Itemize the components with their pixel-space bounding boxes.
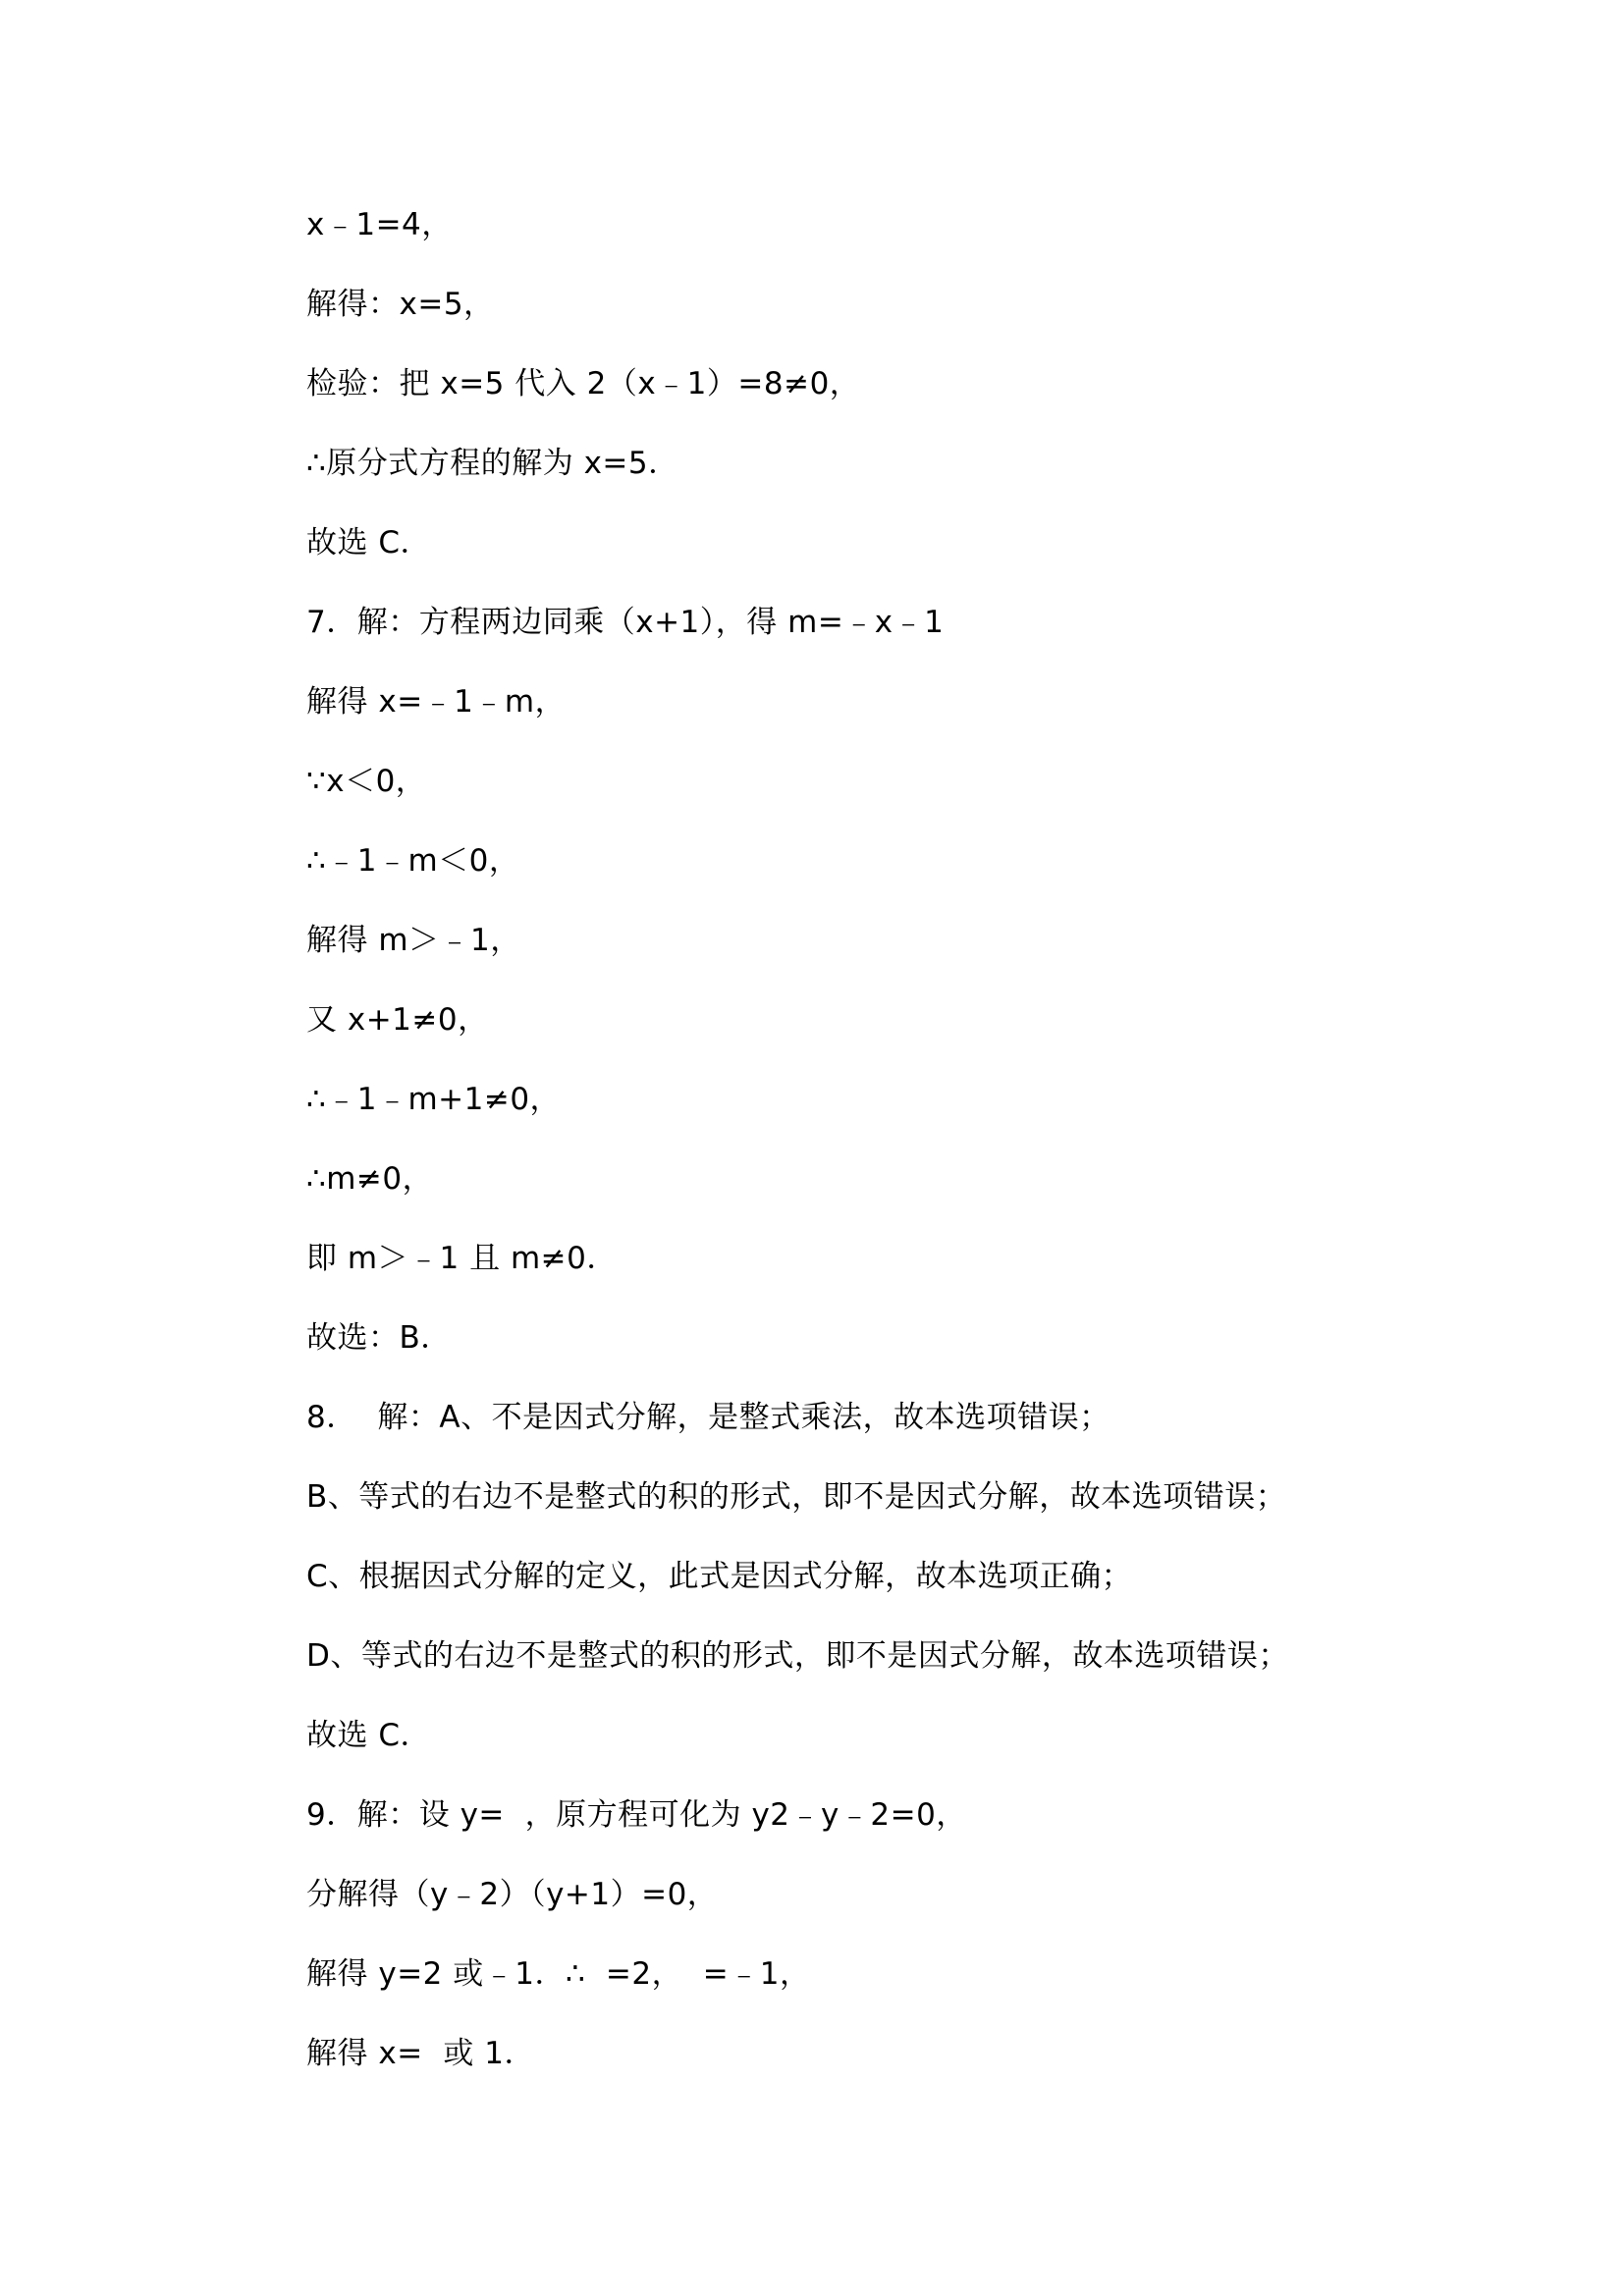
text-line: ∴﹣1﹣m＜0， xyxy=(306,843,520,879)
text-line: ∴原分式方程的解为 x=5． xyxy=(306,446,679,481)
text-line: D、等式的右边不是整式的积的形式，即不是因式分解，故本选项错误； xyxy=(306,1638,1289,1674)
text-line: 解得：x=5， xyxy=(306,287,495,322)
text-line: 7．解：方程两边同乘（x+1），得 m=﹣x﹣1 xyxy=(306,605,945,640)
text-line: 解得 m＞﹣1， xyxy=(306,923,521,958)
solution-text xyxy=(306,204,1386,2112)
text-line: 故选：B． xyxy=(306,1320,452,1356)
text-line: 即 m＞﹣1 且 m≠0． xyxy=(306,1241,618,1276)
text-line: C、根据因式分解的定义，此式是因式分解，故本选项正确； xyxy=(306,1559,1133,1594)
text-line: 检验：把 x=5 代入 2（x﹣1）=8≠0， xyxy=(306,366,861,401)
text-line: 8． 解：A、不是因式分解，是整式乘法，故本选项错误； xyxy=(306,1400,1110,1435)
text-line: B、等式的右边不是整式的积的形式，即不是因式分解，故本选项错误； xyxy=(306,1479,1287,1515)
text-line: 故选 C． xyxy=(306,525,431,561)
text-line: ∵x＜0， xyxy=(306,764,427,799)
text-line: 解得 x=﹣1﹣m， xyxy=(306,684,567,720)
text-line: 分解得（y﹣2）（y+1）=0， xyxy=(306,1877,719,1912)
text-line: 解得 x= 或 1． xyxy=(306,2036,535,2071)
text-line: 又 x+1≠0， xyxy=(306,1002,489,1038)
text-line: ∴﹣1﹣m+1≠0， xyxy=(306,1082,562,1117)
text-line: ∴m≠0， xyxy=(306,1161,434,1197)
text-line: 解得 y=2 或﹣1．∴ =2， =﹣1， xyxy=(306,1956,811,1992)
text-line: 9．解：设 y= ，原方程可化为 y2﹣y﹣2=0， xyxy=(306,1797,967,1833)
text-line: x﹣1=4， xyxy=(306,207,453,242)
text-line: 故选 C． xyxy=(306,1718,431,1753)
